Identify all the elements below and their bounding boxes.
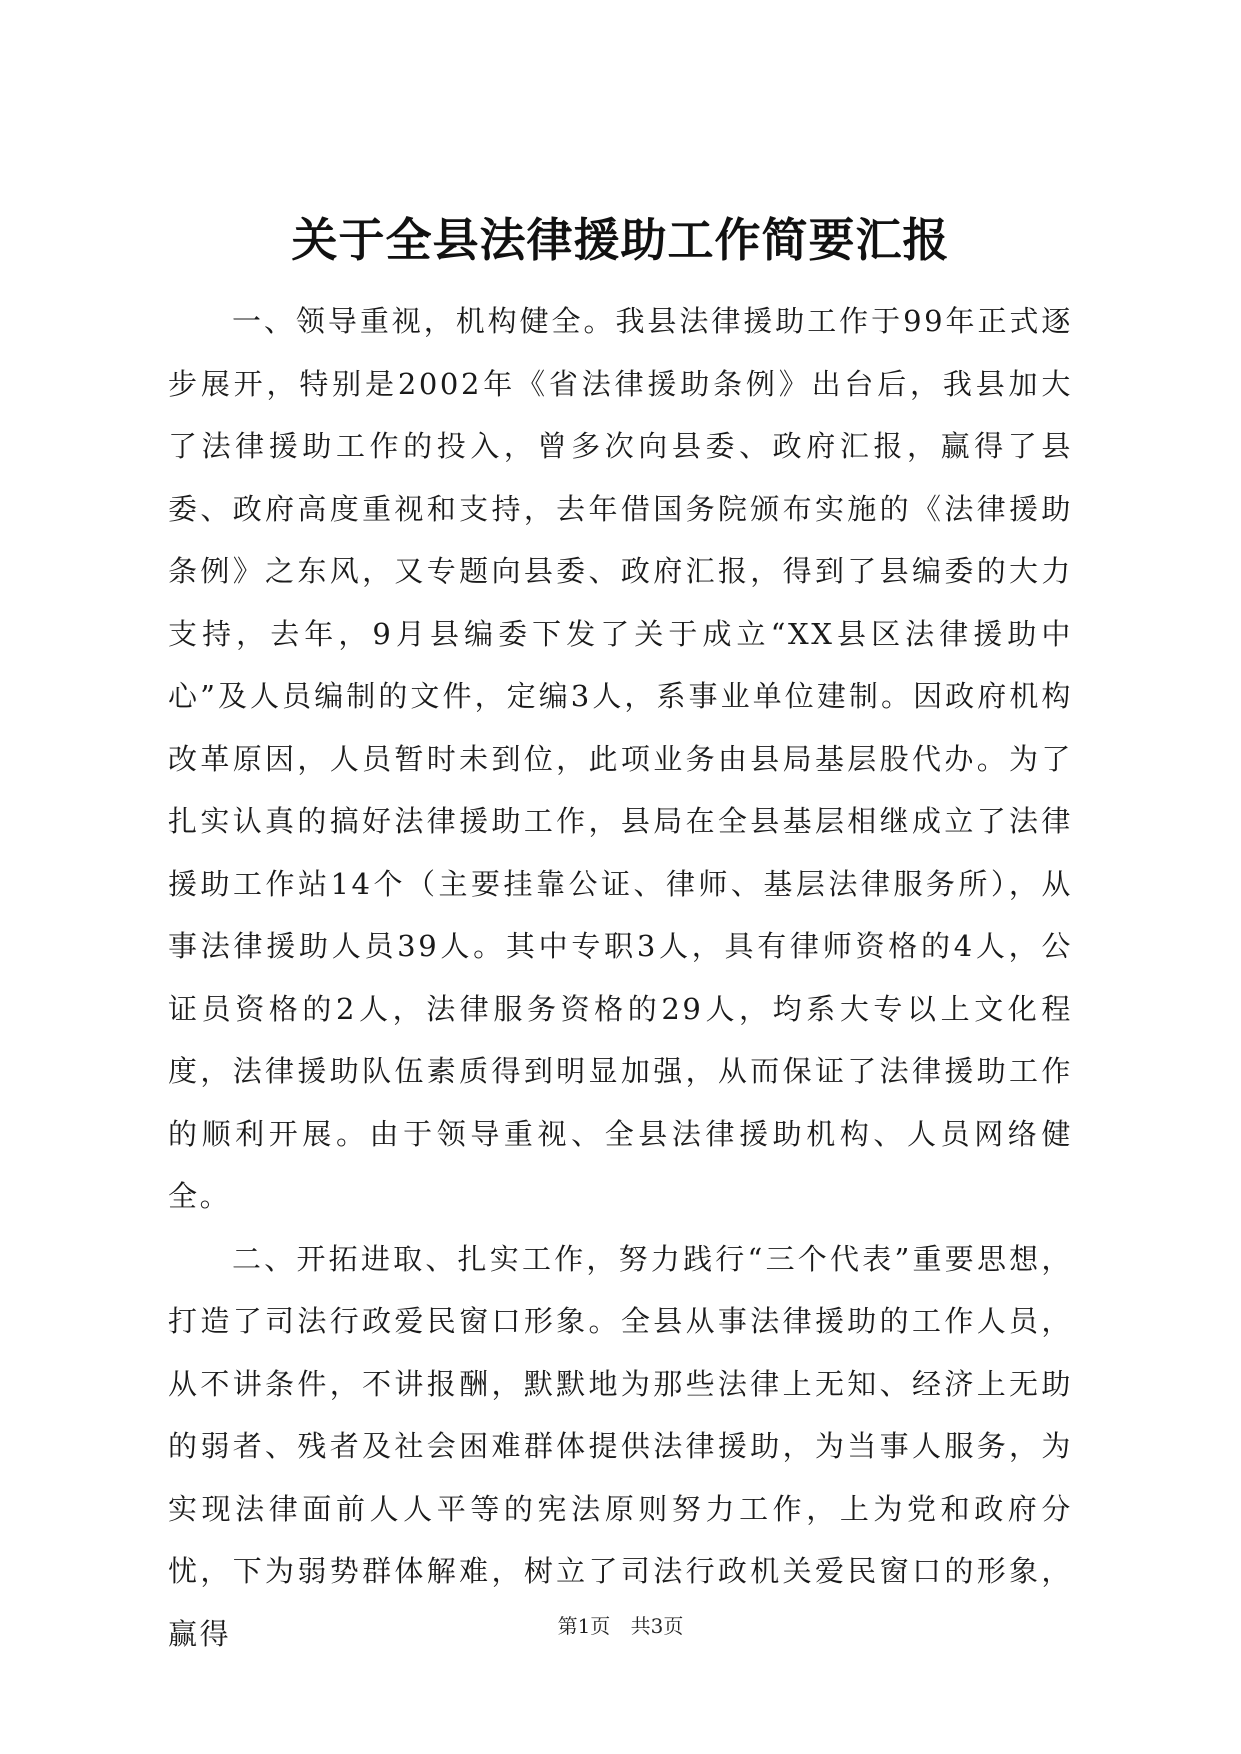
paragraph-1: 一、领导重视，机构健全。我县法律援助工作于99年正式逐步展开，特别是2002年《省法律援助条例》出台后，我县加大了法律援助工作的投入，曾多次向县委、政府汇报，赢得了县委、政府高度重视和支持，去年借国务院颁布实施的《法律援助条例》之东风，又专题向县委、政府汇报，得到了县编委的大力支持，去年，9月县编委下发了关于成立“XX县区法律援助中心”及人员编制的文件，定编3人，系事业单位建制。因政府机构改革原因，人员暂时未到位，此项业务由县局基层股代办。为了扎实认真的搞好法律援助工作，县局在全县基层相继成立了法律援助工作站14个（主要挂靠公证、律师、基层法律服务所），从事法律援助人员39人。其中专职3人，具有律师资格的4人，公证员资格的2人，法律服务资格的29人，均系大专以上文化程度，法律援助队伍素质得到明显加强，从而保证了法律援助工作的顺利开展。由于领导重视、全县法律援助机构、人员网络健全。 — [168, 304, 1073, 1213]
document-title: 关于全县法律援助工作简要汇报 — [291, 213, 950, 267]
document-body — [168, 290, 1073, 1665]
page-number-total: 共3页 — [630, 1614, 684, 1638]
paragraph-2: 二、开拓进取、扎实工作，努力践行“三个代表”重要思想，打造了司法行政爱民窗口形象。全县从事法律援助的工作人员，从不讲条件，不讲报酬，默默地为那些法律上无知、经济上无助的弱者、残者及社会困难群体提供法律援助，为当事人服务，为实现法律面前人人平等的宪法原则努力工作，上为党和政府分忧，下为弱势群体解难，树立了司法行政机关爱民窗口的形象，赢得 — [168, 1241, 1073, 1651]
page-footer — [0, 1612, 1241, 1640]
page-number-current: 第1页 — [557, 1614, 611, 1638]
